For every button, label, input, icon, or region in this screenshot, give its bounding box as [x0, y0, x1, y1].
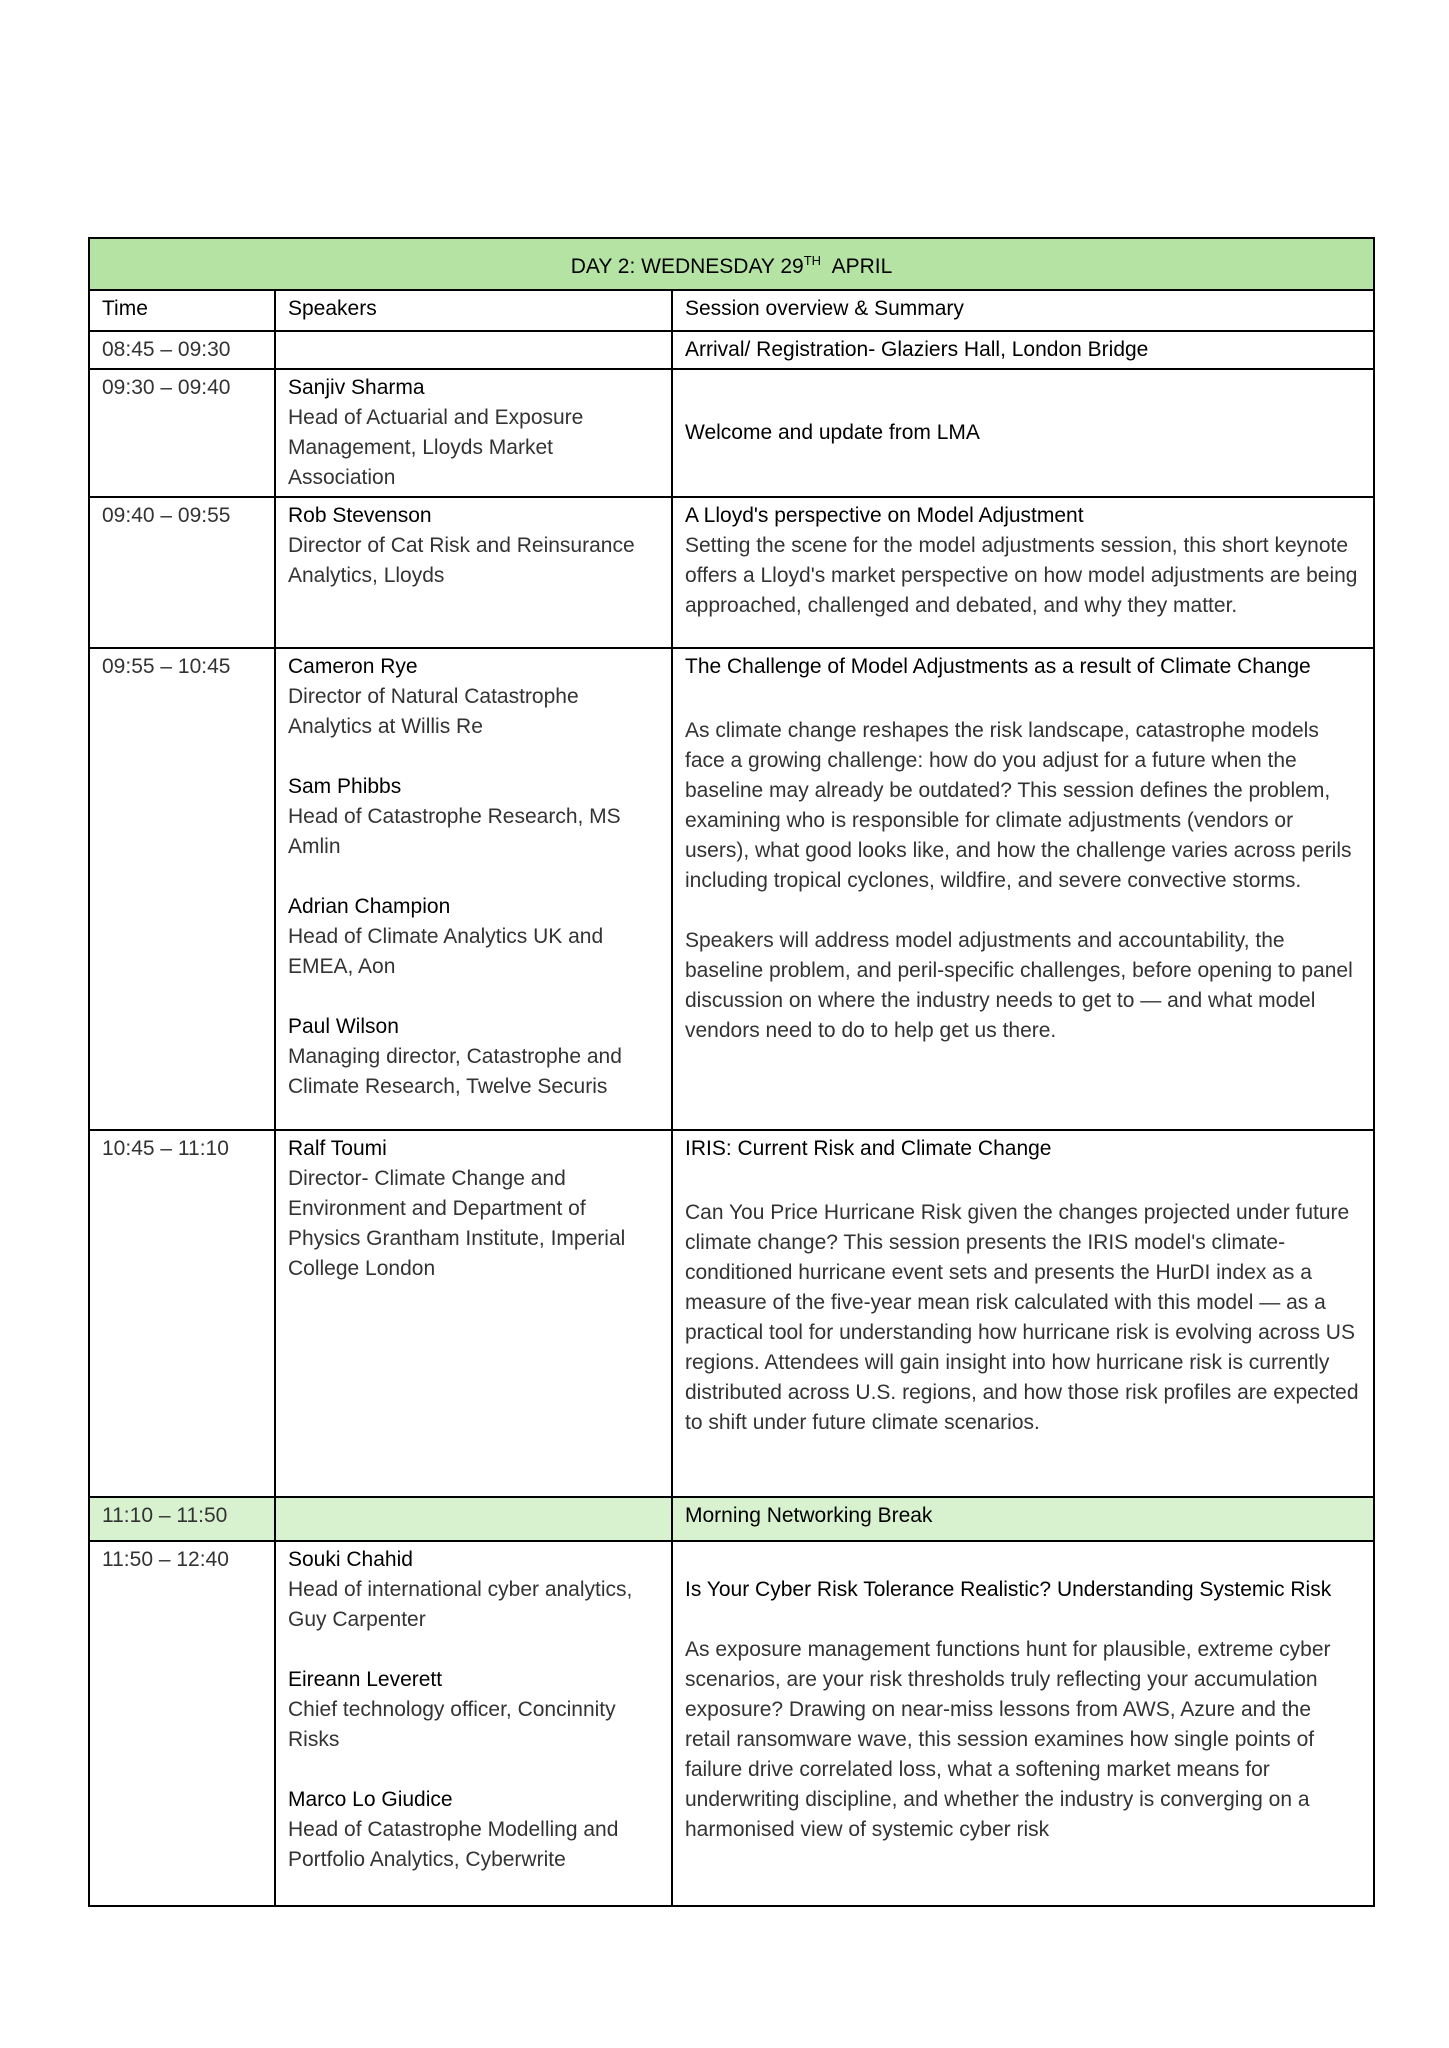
agenda-row-welcome [89, 369, 1374, 497]
session-description-2: Speakers will address model adjustments and accountability, the baseline problem, and peril-specific challenges, before opening to panel discussion on where the industry needs to get to — and what model vendors need to do to help get us there. [685, 929, 1353, 1042]
time-column-header: Time [89, 290, 275, 331]
speaker-name: Eireann Leverett [288, 1668, 443, 1691]
session-description: Setting the scene for the model adjustments session, this short keynote offers a Lloyd's market perspective on how model adjustments are being approached, challenged and debated, and why they matter. [685, 534, 1358, 617]
speakers-cell [275, 1130, 672, 1497]
day-title: DAY 2: WEDNESDAY 29TH APRIL [89, 238, 1374, 290]
agenda-row-iris [89, 1130, 1374, 1497]
speaker-name: Rob Stevenson [288, 504, 432, 527]
speaker-role: Director of Cat Risk and Reinsurance Analytics, Lloyds [288, 534, 635, 587]
speaker-block [288, 892, 659, 982]
speakers-cell [275, 497, 672, 648]
speaker-name: Marco Lo Giudice [288, 1788, 453, 1811]
speaker-block [288, 772, 659, 862]
speaker-name: Sam Phibbs [288, 775, 402, 798]
session-title: Welcome and update from LMA [685, 421, 980, 444]
speaker-block [288, 1785, 659, 1875]
speaker-name: Adrian Champion [288, 895, 451, 918]
speakers-column-header: Speakers [275, 290, 672, 331]
session-description: As climate change reshapes the risk landscape, catastrophe models face a growing challenge: how do you adjust for a future when the baseline may already be outdated? This session defines the problem, examining who is responsible for climate adjustments (vendors or users), what good looks like, and how the challenge varies across perils including tropical cyclones, wildfire, and severe convective storms. [685, 719, 1352, 892]
session-title: A Lloyd's perspective on Model Adjustment [685, 504, 1084, 527]
agenda-row-break [89, 1497, 1374, 1541]
speaker-name: Sanjiv Sharma [288, 376, 425, 399]
session-time: 09:40 – 09:55 [89, 497, 275, 648]
agenda-table [88, 237, 1375, 1907]
speakers-cell [275, 1541, 672, 1906]
speaker-role: Head of Actuarial and Exposure Management, Lloyds Market Association [288, 406, 584, 489]
session-time: 08:45 – 09:30 [89, 331, 275, 369]
session-cell [672, 497, 1374, 648]
session-title: IRIS: Current Risk and Climate Change [685, 1137, 1052, 1160]
speaker-role: Head of Catastrophe Modelling and Portfolio Analytics, Cyberwrite [288, 1818, 619, 1871]
speakers-cell [275, 1497, 672, 1541]
speakers-cell [275, 648, 672, 1130]
speakers-cell [275, 331, 672, 369]
speaker-role: Managing director, Catastrophe and Climate Research, Twelve Securis [288, 1045, 622, 1098]
session-title: The Challenge of Model Adjustments as a result of Climate Change [685, 655, 1311, 678]
session-cell [672, 369, 1374, 497]
speaker-role: Director of Natural Catastrophe Analytics at Willis Re [288, 685, 579, 738]
speaker-role: Head of international cyber analytics, Guy Carpenter [288, 1578, 633, 1631]
day-header-row [89, 238, 1374, 290]
session-column-header: Session overview & Summary [672, 290, 1374, 331]
session-description: As exposure management functions hunt for plausible, extreme cyber scenarios, are your risk thresholds truly reflecting your accumulation exposure? Drawing on near-miss lessons from AWS, Azure and the retail ransomware wave, this session examines how single points of failure drive correlated loss, what a softening market means for underwriting discipline, and whether the industry is converging on a harmonised view of systemic cyber risk [685, 1638, 1331, 1841]
speaker-block [288, 1012, 659, 1102]
speaker-block [288, 1665, 659, 1755]
column-header-row [89, 290, 1374, 331]
agenda-row-cyber-risk [89, 1541, 1374, 1906]
session-cell [672, 1541, 1374, 1906]
agenda-row-arrival [89, 331, 1374, 369]
session-cell [672, 648, 1374, 1130]
session-time: 11:50 – 12:40 [89, 1541, 275, 1906]
speaker-name: Paul Wilson [288, 1015, 399, 1038]
session-title: Is Your Cyber Risk Tolerance Realistic? Understanding Systemic Risk [685, 1578, 1332, 1601]
speaker-name: Cameron Rye [288, 655, 418, 678]
session-cell [672, 1130, 1374, 1497]
speakers-cell [275, 369, 672, 497]
session-description: Can You Price Hurricane Risk given the changes projected under future climate change? This session presents the IRIS model's climate-conditioned hurricane event sets and presents the HurDI index as a measure of the five-year mean risk calculated with this model — as a practical tool for understanding how hurricane risk is evolving across US regions. Attendees will gain insight into how hurricane risk is currently distributed across U.S. regions, and how those risk profiles are expected to shift under future climate scenarios. [685, 1201, 1359, 1434]
session-time: 09:30 – 09:40 [89, 369, 275, 497]
speaker-role: Head of Catastrophe Research, MS Amlin [288, 805, 621, 858]
session-title: Arrival/ Registration- Glaziers Hall, London Bridge [672, 331, 1374, 369]
agenda-row-model-adjustments [89, 648, 1374, 1130]
speaker-name: Ralf Toumi [288, 1137, 387, 1160]
session-time: 09:55 – 10:45 [89, 648, 275, 1130]
speaker-name: Souki Chahid [288, 1548, 413, 1571]
session-title: Morning Networking Break [672, 1497, 1374, 1541]
speaker-role: Chief technology officer, Concinnity Risks [288, 1698, 616, 1751]
agenda-row-lloyds-perspective [89, 497, 1374, 648]
speaker-role: Head of Climate Analytics UK and EMEA, Aon [288, 925, 604, 978]
speaker-role: Director- Climate Change and Environment and Department of Physics Grantham Institute, Imperial College London [288, 1167, 626, 1280]
speaker-block [288, 1545, 659, 1635]
session-time: 11:10 – 11:50 [89, 1497, 275, 1541]
speaker-block [288, 652, 659, 742]
session-time: 10:45 – 11:10 [89, 1130, 275, 1497]
